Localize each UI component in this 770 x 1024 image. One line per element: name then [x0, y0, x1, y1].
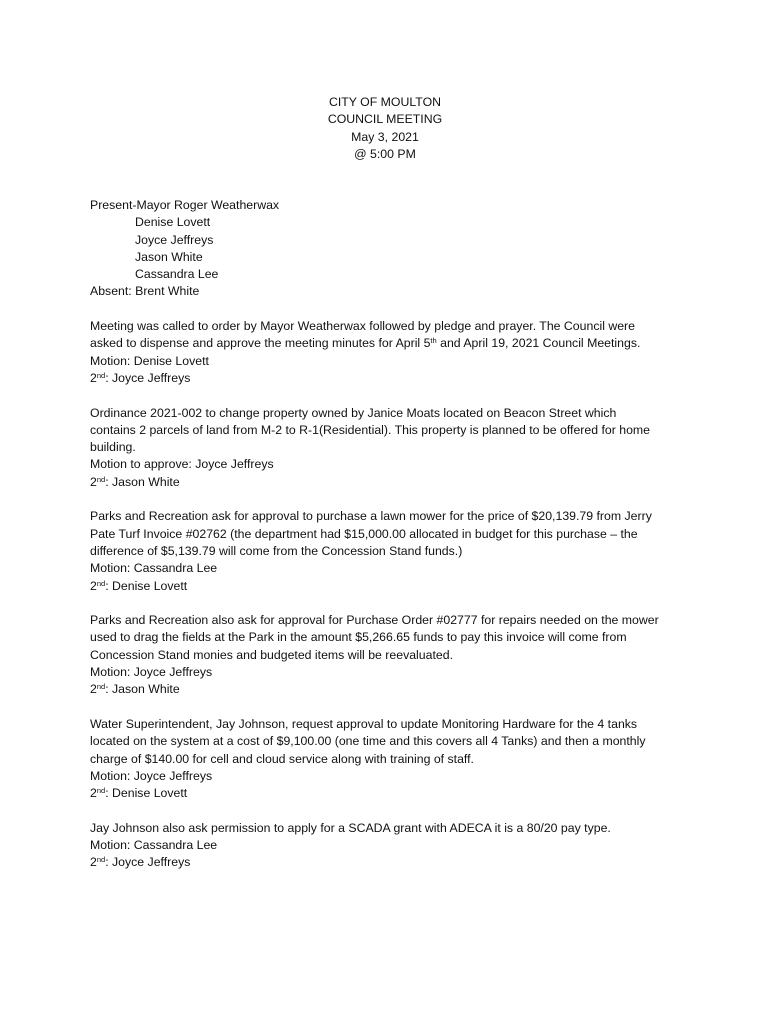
motion-line: Motion: Joyce Jeffreys	[90, 665, 213, 680]
ordinal-suffix: nd	[96, 786, 106, 796]
motion-line: Motion: Cassandra Lee	[90, 561, 218, 576]
motion-line: Motion: Joyce Jeffreys	[90, 768, 213, 783]
absent-line: Absent: Brent White	[90, 284, 200, 299]
meeting-header	[0, 94, 770, 163]
ordinal-suffix: nd	[96, 370, 106, 380]
second-number: 2	[90, 474, 97, 489]
item-text-line: Parks and Recreation ask for approval to purchase a lawn mower for the price of $20,139.79 from Jerry	[90, 509, 652, 524]
second-name: : Joyce Jeffreys	[105, 370, 191, 385]
second-number: 2	[90, 786, 97, 801]
item-text-line: located on the system at a cost of $9,100.00 (one time and this covers all 4 Tanks) and then a monthly	[90, 734, 646, 749]
item-text-line: Pate Turf Invoice #02762 (the department had $15,000.00 allocated in budget for this purchase – the	[90, 526, 638, 541]
item-text-fragment: and April 19, 2021 Council Meetings.	[436, 336, 641, 351]
motion-line: Motion: Cassandra Lee	[90, 837, 218, 852]
meeting-date: May 3, 2021	[351, 129, 419, 144]
item-text-line: building.	[90, 440, 136, 455]
ordinal-suffix: th	[430, 336, 437, 346]
item-text-line: charge of $140.00 for cell and cloud service along with training of staff.	[90, 751, 474, 766]
agenda-item	[90, 508, 690, 594]
present-member: Cassandra Lee	[135, 267, 219, 282]
meeting-title: COUNCIL MEETING	[327, 112, 443, 127]
second-line	[90, 474, 690, 491]
item-text-line: difference of $5,139.79 will come from the Concession Stand funds.)	[90, 543, 463, 558]
agenda-item	[90, 820, 690, 872]
agenda-item	[90, 318, 690, 387]
paragraph-spacer	[90, 387, 690, 404]
item-text-line: Ordinance 2021-002 to change property owned by Janice Moats located on Beacon Street which	[90, 405, 617, 420]
second-number: 2	[90, 370, 97, 385]
attendance-section	[90, 197, 690, 301]
second-name: : Denise Lovett	[105, 786, 188, 801]
ordinal-suffix: nd	[96, 578, 106, 588]
second-line	[90, 785, 690, 802]
second-name: : Joyce Jeffreys	[105, 855, 191, 870]
second-line	[90, 370, 690, 387]
second-number: 2	[90, 855, 97, 870]
present-line: Present-Mayor Roger Weatherwax	[90, 198, 280, 212]
agenda-item	[90, 716, 690, 802]
item-text-line: Meeting was called to order by Mayor Weatherwax followed by pledge and prayer. The Council were	[90, 319, 635, 334]
second-line	[90, 681, 690, 698]
item-text-line: Parks and Recreation also ask for approval for Purchase Order #02777 for repairs needed on the mower	[90, 613, 659, 628]
item-text-line: contains 2 parcels of land from M-2 to R-1(Residential). This property is planned to be offered for home	[90, 422, 651, 437]
second-name: : Jason White	[105, 474, 180, 489]
minutes-body	[90, 197, 690, 872]
agenda-item	[90, 405, 690, 491]
present-member: Joyce Jeffreys	[135, 232, 214, 247]
paragraph-spacer	[90, 802, 690, 819]
paragraph-spacer	[90, 301, 690, 318]
second-number: 2	[90, 682, 97, 697]
second-name: : Jason White	[105, 682, 180, 697]
ordinal-suffix: nd	[96, 682, 106, 692]
item-text-fragment: asked to dispense and approve the meeting minutes for April 5	[90, 336, 431, 351]
paragraph-spacer	[90, 491, 690, 508]
ordinal-suffix: nd	[96, 855, 106, 865]
item-text-line: Concession Stand monies and budgeted items will be reevaluated.	[90, 647, 453, 662]
paragraph-spacer	[90, 595, 690, 612]
present-member: Jason White	[135, 249, 203, 264]
motion-line: Motion to approve: Joyce Jeffreys	[90, 457, 274, 472]
city-title: CITY OF MOULTON	[328, 95, 442, 109]
item-text-line: Jay Johnson also ask permission to apply for a SCADA grant with ADECA it is a 80/20 pay type.	[90, 820, 611, 835]
item-text-line	[90, 335, 690, 352]
meeting-time: @ 5:00 PM	[354, 146, 416, 161]
paragraph-spacer	[90, 699, 690, 716]
motion-line: Motion: Denise Lovett	[90, 353, 209, 368]
agenda-item	[90, 612, 690, 698]
present-member: Denise Lovett	[135, 215, 211, 230]
second-line	[90, 854, 690, 871]
ordinal-suffix: nd	[96, 474, 106, 484]
second-line	[90, 578, 690, 595]
item-text-line: Water Superintendent, Jay Johnson, request approval to update Monitoring Hardware for the 4 tanks	[90, 716, 638, 731]
item-text-line: used to drag the fields at the Park in the amount $5,266.65 funds to pay this invoice will come from	[90, 630, 627, 645]
second-number: 2	[90, 578, 97, 593]
second-name: : Denise Lovett	[105, 578, 188, 593]
